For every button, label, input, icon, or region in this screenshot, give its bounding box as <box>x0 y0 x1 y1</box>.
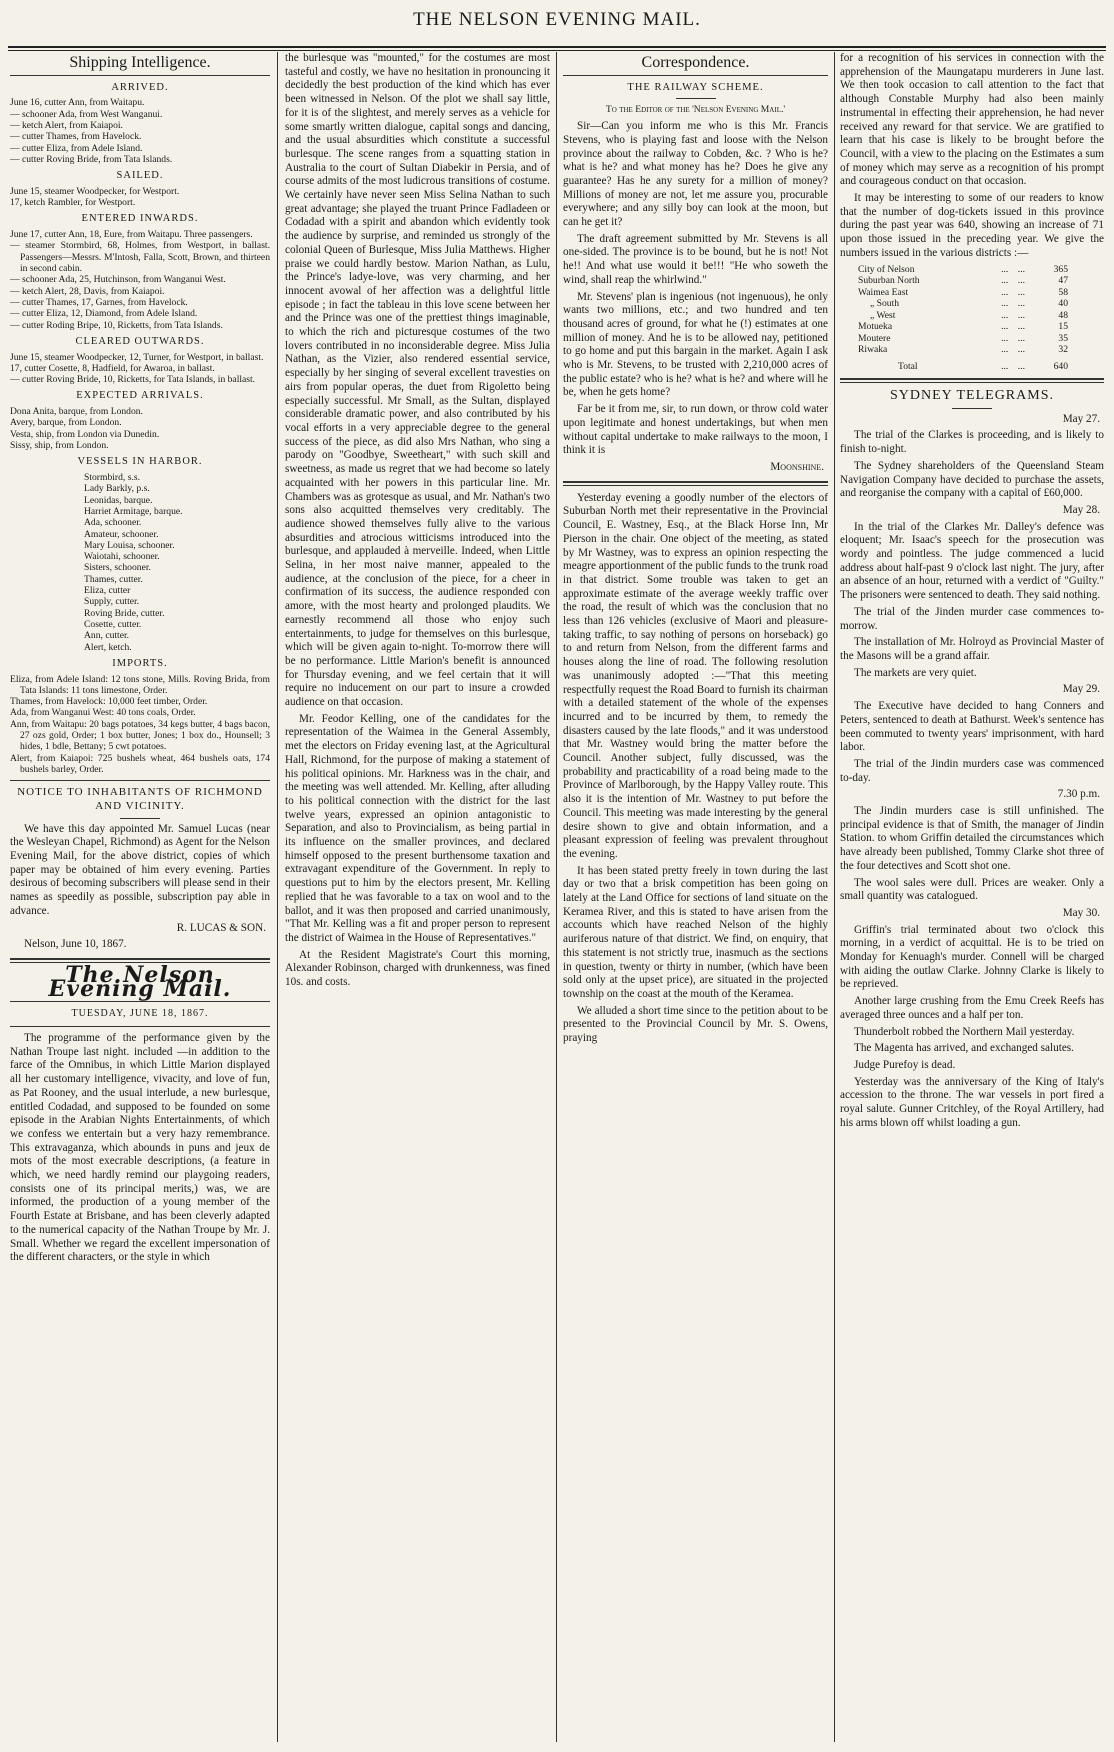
notice-title: NOTICE TO INHABITANTS OF RICHMOND AND VICINITY. <box>17 786 263 812</box>
list-item: — cutter Thames, 17, Garnes, from Havelock. <box>10 296 188 308</box>
article-paragraph: It has been stated pretty freely in town during the last day or two that a brisk competition has been going on lately at the Land Office for sections of land situate on the Keramea River, and this is stated to have arisen from the accounts which have reached Nelson of the highly auriferous nature of that district. We find, on enquiry, that this statement is not strictly true, inasmuch as the sections in question, twenty or thirty in number, (which have been sold only at the upset price), are situated in the projected township on the coast at the mouth of the Keramea. <box>563 864 828 1000</box>
table-row <box>858 321 1068 333</box>
total-label: Total <box>898 360 918 372</box>
telegram-date: May 29. <box>1062 683 1100 696</box>
list-item: Ann, from Waitapu: 20 bags potatoes, 34 kegs butter, 4 bags bacon, 27 ozs gold, Order; 1 box butter, Jones; 1 box do., Hounsell; 3 hides, 1 bdle, Bettany; 5 cwt potatoes. <box>10 718 270 753</box>
masthead-rule <box>8 46 1106 51</box>
correspondence-title: Correspondence. <box>641 54 750 71</box>
list-item: — cutter Roving Bride, 10, Ricketts, for Tata Islands, in ballast. <box>10 374 256 386</box>
divider <box>952 408 992 409</box>
vessel-item: Amateur, schooner. <box>84 528 159 540</box>
list-item: Dona Anita, barque, from London. <box>10 406 143 418</box>
vessel-item: Mary Louisa, schooner. <box>84 539 175 551</box>
imports-heading: IMPORTS. <box>112 657 168 669</box>
telegram-paragraph: The trial of the Clarkes is proceeding, and is likely to finish to-night. <box>840 429 1104 456</box>
telegram-date: May 30. <box>1062 906 1100 919</box>
divider <box>10 780 270 781</box>
district-cell: Suburban North <box>858 275 920 287</box>
list-item: Ada, from Wanganui West: 40 tons coals, Order. <box>10 707 196 719</box>
list-item: 17, cutter Cosette, 8, Hadfield, for Awaroa, in ballast. <box>10 362 215 374</box>
article-paragraph: for a recognition of his services in connection with the apprehension of the Maungatapu murderers in June last. We then took occasion to call attention to the fact that although Constable Murphy had also been mainly instrumental in effecting their apprehension, he had never received any reward for that service. We are gratified to learn that his case is likely to be brought before the Council, with a view to the placing on the Estimates a sum of money which may serve as a recognition of his prompt and courageous conduct on that occasion. <box>840 52 1104 188</box>
letter-signature: Moonshine. <box>770 460 824 473</box>
telegram-paragraph: The Magenta has arrived, and exchanged salutes. <box>854 1042 1074 1055</box>
letter-paragraph: Sir—Can you inform me who is this Mr. Francis Stevens, who is playing fast and loose with the Nelson province about the railway to Cobden, &c. ? Who is he? what is he? and what money has he? Does he give any guarantee? Has he any surety for a million of money? Millions of money are not, let me assure you, procurable everywhere; and any silly boy can look at the moon, but can he get it? <box>563 120 828 229</box>
list-item: Thames, from Havelock: 10,000 feet timber, Order. <box>10 696 208 708</box>
column-3 <box>563 52 828 1742</box>
count-cell: 15 <box>1058 321 1068 333</box>
dots-cell: ... <box>1017 286 1025 298</box>
list-item: Alert, from Kaiapoi: 725 bushels wheat, 464 bushels oats, 174 bushels barley, Order. <box>10 752 270 775</box>
telegram-paragraph: The trial of the Jindin murders case was commenced to-day. <box>840 757 1104 784</box>
sydney-heading: SYDNEY TELEGRAMS. <box>889 388 1054 404</box>
dots-cell: ... <box>1017 321 1025 333</box>
list-item: — ketch Alert, 28, Davis, from Kaiapoi. <box>10 285 165 297</box>
district-cell: „ West <box>870 309 896 321</box>
column-divider <box>834 52 835 1742</box>
article-paragraph: At the Resident Magistrate's Court this morning, Alexander Robinson, charged with drunkenness, was fined 10s. and costs. <box>285 948 550 989</box>
table-row <box>858 344 1068 356</box>
vessel-item: Sisters, schooner. <box>84 562 151 574</box>
column-2 <box>285 52 550 1742</box>
count-cell: 40 <box>1058 298 1068 310</box>
arrived-heading: ARRIVED. <box>111 81 169 93</box>
dots-cell: ... <box>1017 298 1025 310</box>
table-row <box>858 275 1068 287</box>
divider <box>676 98 716 99</box>
vessel-item: Eliza, cutter <box>84 585 131 597</box>
district-cell: City of Nelson <box>858 263 915 275</box>
article-paragraph: Mr. Feodor Kelling, one of the candidates for the representation of the Waimea in the General Assembly, met the electors on Friday evening last, at the Agricultural Hall, Richmond, for the purpose of making a statement of his political opinions. Mr. Harkness was in the chair, and the meeting was well attended. Mr. Kelling, after alluding to his political connection with the district for the last twelve years, expressed an opinion antagonistic to Separation, and also to Provincialism, as being partial in its influence on the smaller provinces, and declared himself opposed to the present burthensome taxation and extravagant expenditure of the Government. In reply to questions put to him by the electors present, Mr. Kelling replied that he was favorable to a tax on wool and to the ballot, and it was then proposed and carried unanimously, "That Mr. Kelling was a fit and proper person to represent the district of Waimea in the House of Representatives." <box>285 712 550 944</box>
paper-title: The Nelson Evening Mail. <box>48 961 232 1002</box>
table-row <box>858 287 1068 299</box>
list-item: — cutter Roding Bripe, 10, Ricketts, from Tata Islands. <box>10 319 223 331</box>
article-paragraph: It may be interesting to some of our readers to know that the number of dog-tickets issued in this province during the past year was 640, showing an increase of 71 upon those issued in the preceding year. We give the numbers issued in the various districts :— <box>840 192 1104 259</box>
arrived-list <box>10 97 270 165</box>
divider <box>10 75 270 76</box>
district-cell: Waimea East <box>858 286 909 298</box>
telegram-date: May 28. <box>1062 503 1100 516</box>
entered-heading: ENTERED INWARDS. <box>81 213 199 225</box>
column-divider <box>277 52 278 1742</box>
total-count: 640 <box>1053 360 1068 372</box>
telegram-paragraph: Griffin's trial terminated about two o'clock this morning, in a verdict of acquittal. He is to be tried on Monday for Kenuagh's murder. Connell will be charged with aiding the outlaw Clarke. Johnny Clarke is likely to be reprieved. <box>840 923 1104 991</box>
dots-cell: ... <box>1017 360 1025 372</box>
shipping-section <box>10 81 270 775</box>
list-item: Avery, barque, from London. <box>10 417 122 429</box>
list-item: — cutter Roving Bride, from Tata Islands. <box>10 153 173 165</box>
dots-cell: ... <box>1001 298 1009 310</box>
dots-cell: ... <box>1001 332 1009 344</box>
shipping-title: Shipping Intelligence. <box>69 54 211 71</box>
telegram-paragraph: Yesterday was the anniversary of the King of Italy's accession to the throne. The war vessels in port fired a royal salute. Gunner Critchley, of the Royal Artillery, had his arms blown off whilst loading a gun. <box>840 1075 1104 1129</box>
dots-cell: ... <box>1017 263 1025 275</box>
divider <box>840 378 1104 383</box>
district-cell: Riwaka <box>858 344 888 356</box>
table-row <box>858 310 1068 322</box>
telegram-paragraph: The trial of the Jinden murder case commences to-morrow. <box>840 605 1104 632</box>
expected-heading: EXPECTED ARRIVALS. <box>76 390 204 402</box>
count-cell: 47 <box>1058 275 1068 287</box>
dots-cell: ... <box>1017 344 1025 356</box>
dog-tickets-table <box>858 264 1068 373</box>
telegram-paragraph: The Executive have decided to hang Conners and Peters, sentenced to death at Bathurst. Week's sentence has been commuted to twenty years' imprisonment, with hard labor. <box>840 700 1104 754</box>
dateline: TUESDAY, JUNE 18, 1867. <box>71 1008 209 1020</box>
list-item: — cutter Eliza, 12, Diamond, from Adele Island. <box>10 308 198 320</box>
vessel-item: Supply, cutter. <box>84 596 140 608</box>
district-cell: „ South <box>870 298 900 310</box>
vessel-item: Lady Barkly, p.s. <box>84 483 150 495</box>
divider <box>10 1026 270 1027</box>
dots-cell: ... <box>1001 309 1009 321</box>
notice-body: We have this day appointed Mr. Samuel Lucas (near the Wesleyan Chapel, Richmond) as Agent for the Nelson Evening Mail, for the above district, copies of which paper may be obtained of him every evening. Parties desirous of becoming subscribers will please send in their names as speedily as possible, subscription pay able in advance. <box>10 822 270 917</box>
column-4 <box>840 52 1104 1742</box>
to-editor: To the Editor of the 'Nelson Evening Mail.' <box>605 104 786 116</box>
column-divider <box>556 52 557 1742</box>
dots-cell: ... <box>1017 332 1025 344</box>
telegram-paragraph: Judge Purefoy is dead. <box>854 1058 956 1071</box>
table-row <box>858 333 1068 345</box>
list-item: June 16, cutter Ann, from Waitapu. <box>10 97 145 109</box>
telegram-paragraph: The Jindin murders case is still unfinished. The principal evidence is that of Smith, the manager of Jindin Station. to whom Griffin detailed the circumstances which have already been published, Tommy Clarke shot three of the four detectives and Scott shot one. <box>840 805 1104 872</box>
telegram-paragraph: The markets are very quiet. <box>854 666 977 679</box>
list-item: June 15, steamer Woodpecker, 12, Turner, for Westport, in ballast. <box>10 351 264 363</box>
district-cell: Motueka <box>858 321 893 333</box>
telegram-paragraph: The wool sales were dull. Prices are weaker. Only a small quantity was catalogued. <box>840 876 1104 903</box>
vessel-item: Alert, ketch. <box>84 641 132 653</box>
dots-cell: ... <box>1001 275 1009 287</box>
vessel-item: Leonidas, barque. <box>84 494 153 506</box>
telegram-paragraph: Another large crushing from the Emu Creek Reefs has averaged three ounces and a half per ton. <box>840 995 1104 1021</box>
vessel-item: Cosette, cutter. <box>84 618 142 630</box>
list-item: — cutter Eliza, from Adele Island. <box>10 142 143 154</box>
notice-date: Nelson, June 10, 1867. <box>24 938 127 951</box>
count-cell: 32 <box>1058 344 1068 356</box>
sailed-heading: SAILED. <box>116 170 164 182</box>
telegram-date: 7.30 p.m. <box>1057 788 1100 801</box>
list-item: — cutter Thames, from Havelock. <box>10 131 142 143</box>
vessel-item: Ada, schooner. <box>84 517 142 529</box>
list-item: — schooner Ada, 25, Hutchinson, from Wanganui West. <box>10 274 226 286</box>
column-1 <box>10 52 270 1742</box>
article-paragraph: We alluded a short time since to the petition about to be presented to the Provincial Council by Mr. S. Owens, praying <box>563 1004 828 1045</box>
list-item: June 15, steamer Woodpecker, for Westport. <box>10 185 180 197</box>
harbor-heading: VESSELS IN HARBOR. <box>77 456 203 468</box>
list-item: Eliza, from Adele Island: 12 tons stone, Mills. Roving Brida, from Tata Islands: 11 tons limestone, Order. <box>10 673 270 696</box>
letter-paragraph: The draft agreement submitted by Mr. Stevens is all one-sided. The province is to be bound, but he is not! Not he!! And what use would it be!!! "He who soweth the wind, shall reap the whirlwind." <box>563 232 828 286</box>
masthead: THE NELSON EVENING MAIL. <box>413 9 701 30</box>
district-cell: Moutere <box>858 332 891 344</box>
telegram-date: May 27. <box>1062 412 1100 425</box>
list-item: Sissy, ship, from London. <box>10 440 109 452</box>
article-paragraph: Yesterday evening a goodly number of the electors of Suburban North met their representative in the Provincial Council, E. Wastney, Esq., at the Black Horse Inn, Mr Pierson in the chair. One object of the meeting, as stated by Mr Wastney, was to express an opinion respecting the meagre apportionment of the public funds to the trunk road in that district. Some trouble was taken to get an approximate estimate of the average weekly traffic over the road, the result of which was the conclusion that no less than 126 vehicles (exclusive of Maori and pleasure-taking traffic, to say nothing of persons on horseback) go to and return from Nelson, from the different farms and houses along the line of road. The following resolution was unanimously adopted :—"That this meeting respectfully request the Road Board to furnish its chairman with a detailed statement of the whole of the expenses incurred and to be incurred by them, to remedy the disasters caused by the late floods," and it was understood that Mr. Wastney would bring the matter before the Council. Another subject, fully discussed, was the probability and practicability of a road being made to the Province of Marlborough, by the Happy Valley route. This also it is the intention of Mr. Wastney to put before the Council. This meeting was made interesting by the general desire shown to give and obtain information, and a pleasant expression of feeling was prevalent throughout the evening. <box>563 491 828 860</box>
dots-cell: ... <box>1001 321 1009 333</box>
table-row-total <box>858 356 1068 373</box>
dots-cell: ... <box>1017 309 1025 321</box>
telegram-paragraph: The Sydney shareholders of the Queensland Steam Navigation Company have decided to purchase the assets, and reorganise the company with a capital of £60,000. <box>840 459 1104 500</box>
telegram-paragraph: The installation of Mr. Holroyd as Provincial Master of the Masons will be a grand affair. <box>840 636 1104 662</box>
list-item: — steamer Stormbird, 68, Holmes, from Westport, in ballast. Passengers—Messrs. M'Intosh, Falla, Scott, Brown, and thirteen in second cabin. <box>10 240 270 275</box>
dots-cell: ... <box>1001 263 1009 275</box>
divider <box>120 818 160 819</box>
telegram-paragraph: Thunderbolt robbed the Northern Mail yesterday. <box>854 1025 1075 1038</box>
table-row <box>858 298 1068 310</box>
cleared-heading: CLEARED OUTWARDS. <box>75 335 205 347</box>
letter-paragraph: Far be it from me, sir, to run down, or throw cold water upon legitimate and honest undertakings, but when men without capital undertake to make railways to the moon, I think it is <box>563 403 828 457</box>
list-item: — schooner Ada, from West Wanganui. <box>10 108 163 120</box>
list-item: June 17, cutter Ann, 18, Eure, from Waitapu. Three passengers. <box>10 229 253 241</box>
table-row <box>858 264 1068 276</box>
dots-cell: ... <box>1001 286 1009 298</box>
telegram-paragraph: In the trial of the Clarkes Mr. Dalley's defence was eloquent; Mr. Isaac's speech for the prosecution was wordy and pointless. The judge commenced a lucid address about half-past 9 o'clock last night. The jury, after an absence of an hour, returned with a verdict of "Guilty." The prisoners were sentenced to death. They said nothing. <box>840 520 1104 602</box>
vessel-item: Ann, cutter. <box>84 630 130 642</box>
dots-cell: ... <box>1001 360 1009 372</box>
divider <box>563 481 828 486</box>
dots-cell: ... <box>1017 275 1025 287</box>
count-cell: 35 <box>1058 332 1068 344</box>
vessel-item: Roving Bride, cutter. <box>84 607 165 619</box>
list-item: — ketch Alert, from Kaiapoi. <box>10 120 123 131</box>
count-cell: 58 <box>1058 286 1068 298</box>
railway-heading: THE RAILWAY SCHEME. <box>627 81 764 93</box>
list-item: 17, ketch Rambler, for Westport. <box>10 197 136 209</box>
count-cell: 48 <box>1058 309 1068 321</box>
editorial-paragraph: The programme of the performance given by the Nathan Troupe last night. included —in addition to the farce of the Omnibus, in which Little Marion displayed all her customary intelligence, vivacity, and love of fun, as Pat Rooney, and the usual interlude, a new burlesque, entitled Codadad, and supposed to be founded on some episode in the Arabian Nights Entertainments, of which we confess we entertain but a very hazy remembrance. This extravaganza, which abounds in puns and jeux de mots of the most execrable descriptions, (a feature in which, we need hardly remind our playgoing readers, consists one of its principal merits,) was, we are informed, the production of a young member of the Fourth Estate at Brisbane, and has been cleverly adapted to the numerical capacity of the Nathan Troupe by Mr. J. Small. Whether we regard the excellent impersonation of the different characters, or the style in which <box>10 1032 270 1264</box>
dots-cell: ... <box>1001 344 1009 356</box>
article-paragraph: the burlesque was "mounted," for the costumes are most tasteful and costly, we have no hesitation in pronouncing it decidedly the best production of the kind which has ever been witnessed in Nelson. Of the plot we shall say little, for it is of the slightest, and merely serves as a vehicle for some smartly written dialogue, capital songs and dancing, and the usual absurdities which constitute a successful burlesque. The scene ranges from a squatting station in Australia to the court of Sultan Diabekir in Persia, and of course admits of the most ludicrous transitions of costume. We certainly have never seen Miss Selina Nathan to such great advantage; she played the truant Prince Fadladeen or Codadad with a spirit and abandon which evidently took the audience by surprise, and reminded us strongly of the colonial Queen of Burlesque, Miss Julia Matthews. Higher praise we could hardly bestow. Marion Nathan, as Lulu, the Prince's ladye-love, was very charming, and her innocent avowal of her affection was a delightful little episode ; in fact the tableau in this love scene between her and the Prince was one of the prettiest things imaginable, to which the rich and picturesque costumes of the two lovers contributed in no inconsiderable degree. Miss Julia Nathan, as the Vizier, also rendered essential service, especially by her singing of several excellent travesties on airs from popular operas, the duet from Rigoletto being especially successful. Mr Small, as the Sultan, displayed considerable dramatic power, and also contributed by his vocal efforts in a very appreciable degree to the general success of the piece, as did also Mrs Nathan, who sing a parody on "Goodbye, Sweetheart," with such skill and sweetness, as made us regret that we had become so lately acquainted with her powers in this particular line. Mr. Chambers was as grotesque as usual, and Mr. Nathan's two sons also acquitted themselves very creditably. The audience showed themselves fully alive to the various absurdities and atrocious witticisms introduced into the burlesque, and applauded à merveille. Indeed, when Little Selina, in her most naive manner, appealed to the audience, at the conclusion of the piece, for a cheer in confirmation of its success, the audience responded con amore, with the most hearty and prolonged plaudits. We earnestly recommend all those who enjoy such entertainments, to judge for themselves on this burlesque, which will be given again to-night. To-morrow there will be no performance. Little Marion's benefit is announced for Thursday evening, and we feel certain that it will require no inducement on our part to insure a crowded audience on that occasion. <box>285 52 550 709</box>
letter-paragraph: Mr. Stevens' plan is ingenious (not ingenuous), he only wants two millions, etc.; and two hundred and ten thousand acres of ground, for what he (!) estimates at one million of money. And he is to be allowed nay, petitioned to go home and put this bargain in the market. Again I ask who is Mr. Stevens, to be trusted with 2,210,000 acres of the public estate? who is he? what is he? and where will he be, when he gets home? <box>563 290 828 399</box>
divider <box>563 75 828 76</box>
vessel-item: Stormbird, s.s. <box>84 472 140 484</box>
notice-signature: R. LUCAS & SON. <box>176 921 266 934</box>
vessel-item: Waiotahi, schooner. <box>84 551 160 563</box>
count-cell: 365 <box>1053 263 1068 275</box>
vessel-item: Harriet Armitage, barque. <box>84 505 183 517</box>
list-item: Vesta, ship, from London via Dunedin. <box>10 428 160 440</box>
vessel-item: Thames, cutter. <box>84 573 143 585</box>
